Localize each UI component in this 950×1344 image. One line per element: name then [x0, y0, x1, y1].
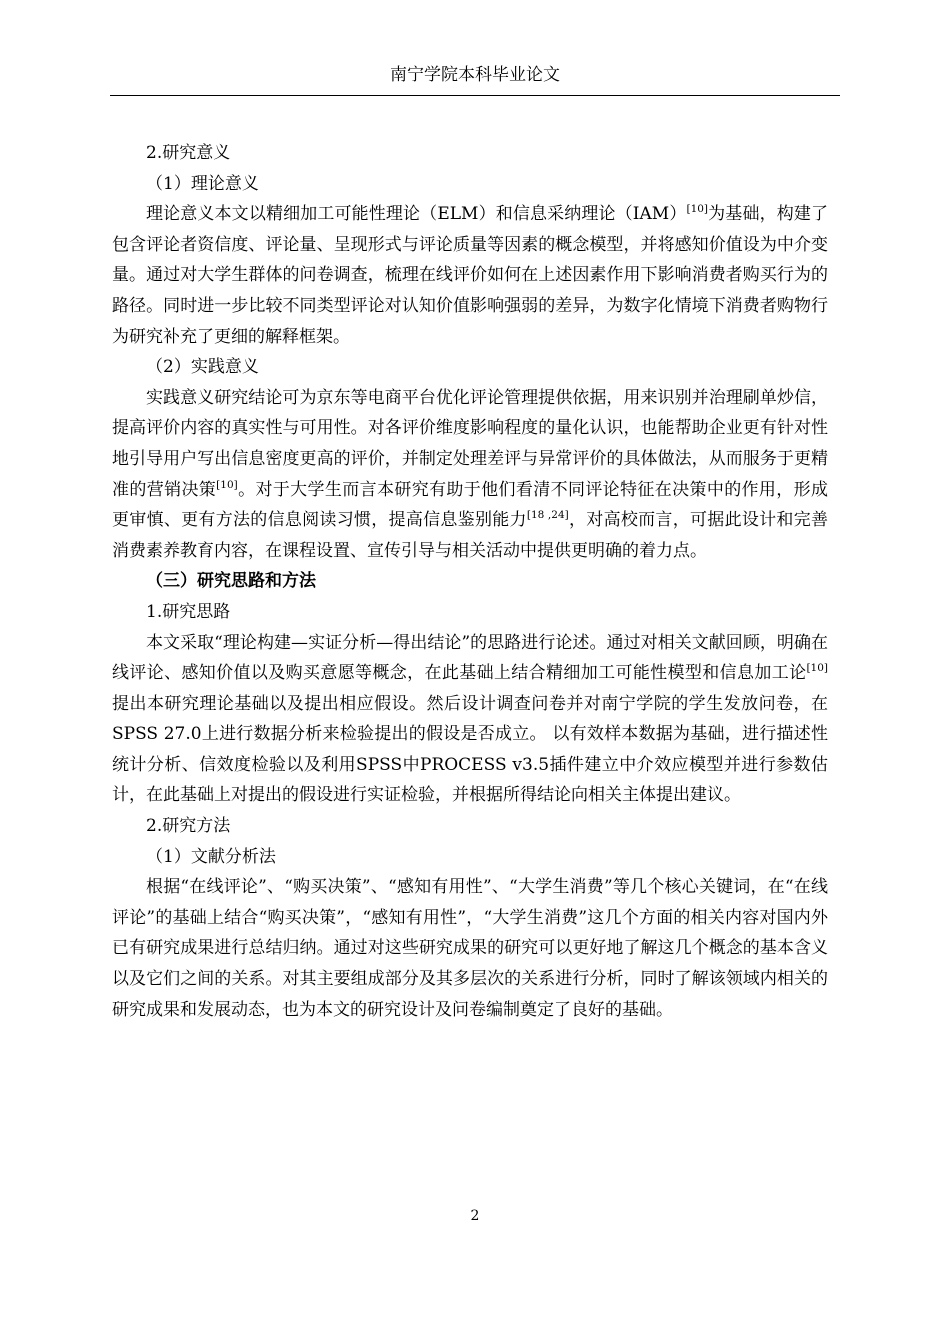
heading-section-3: （三）研究思路和方法	[146, 571, 316, 592]
citation: [10]	[686, 203, 709, 216]
text-span: 理论意义本文以精细加工可能性理论（ELM）和信息采纳理论（IAM）	[146, 204, 687, 225]
header-rule	[110, 95, 840, 96]
heading-research-approach: 1.研究思路	[146, 601, 231, 622]
citation: [18 ,24]	[526, 509, 569, 522]
page-number: 2	[470, 1208, 480, 1224]
paragraph-practical-significance	[112, 383, 828, 567]
text-span: ，对高校而言，可据此设计和完善消费素养教育内容，在课程设置、宣传引导与相关活动中提供更明确的着力点。	[112, 510, 828, 561]
text-span: 。对于大学生而言本研究有助于他们看清不同评论特征在决策中的作用，形成更审慎、更有方法的信息阅读习惯，提高信息鉴别能力	[112, 479, 829, 531]
citation: [10]	[806, 662, 828, 675]
heading-literature-analysis: （1）文献分析法	[146, 846, 276, 867]
heading-research-methods: 2.研究方法	[146, 816, 231, 837]
text-span: 为基础，构建了包含评论者资信度、评论量、呈现形式与评论质量等因素的概念模型，并将感知价值设为中介变量。通过对大学生群体的问卷调查，梳理在线评价如何在上述因素作用下影响消费者购买行为的路径。同时进一步比较不同类型评论对认知价值影响强弱的差异，为数字化情境下消费者购物行为研究补充了更细的解释框架。	[112, 204, 828, 347]
citation: [10]	[216, 478, 238, 491]
heading-practical-significance: （2）实践意义	[146, 357, 259, 378]
page-body	[112, 138, 828, 1025]
running-header: 南宁学院本科毕业论文	[390, 65, 560, 85]
paragraph-theoretical-significance	[112, 199, 828, 352]
text-span: 实践意义研究结论可为京东等电商平台优化评论管理提供依据，用来识别并治理刷单炒信，提高评价内容的真实性与可用性。对各评价维度影响程度的量化认识，也能帮助企业更有针对性地引导用户写出信息密度更高的评价，并制定处理差评与异常评价的具体做法，从而服务于更精准的营销决策	[112, 387, 828, 500]
heading-theoretical-significance: （1）理论意义	[146, 173, 259, 194]
text-span: 提出本研究理论基础以及提出相应假设。然后设计调查问卷并对南宁学院的学生发放问卷，在SPSS 27.0上进行数据分析来检验提出的假设是否成立。 以有效样本数据为基础，进行描述性统计分析、信效度检验以及利用SPSS中PROCESS v3.5插件建立中介效应模型并进行参数估计，在此基础上对提出的假设进行实证检验，并根据所得结论向相关主体提出建议。	[112, 693, 828, 806]
heading-research-significance: 2.研究意义	[146, 143, 231, 163]
text-span: 本文采取“理论构建—实证分析—得出结论”的思路进行论述。通过对相关文献回顾，明确在线评论、感知价值以及购买意愿等概念，在此基础上结合精细加工可能性模型和信息加工论	[112, 632, 828, 684]
paragraph-research-approach	[112, 628, 828, 812]
paragraph-literature-analysis: 根据“在线评论”、“购买决策”、“感知有用性”、“大学生消费”等几个核心关键词，在“在线评论”的基础上结合“购买决策”，“感知有用性”，“大学生消费”这几个方面的相关内容对国内外已有研究成果进行总结归纳。通过对这些研究成果的研究可以更好地了解这几个概念的基本含义以及它们之间的关系。对其主要组成部分及其多层次的关系进行分析，同时了解该领域内相关的研究成果和发展动态，也为本文的研究设计及问卷编制奠定了良好的基础。	[112, 877, 828, 1020]
